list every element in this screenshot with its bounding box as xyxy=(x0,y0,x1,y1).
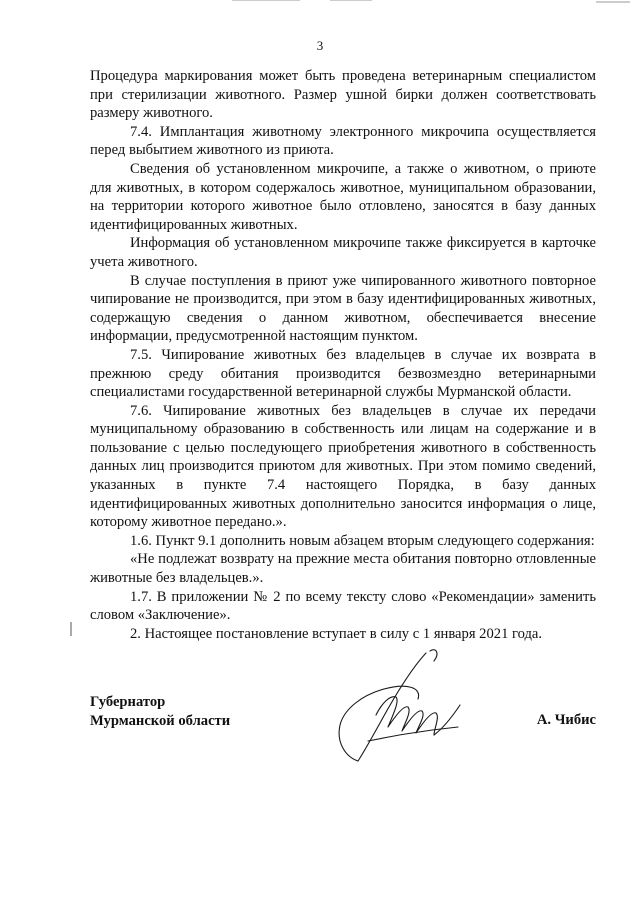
signatory-title-line-2: Мурманской области xyxy=(90,712,231,729)
document-body xyxy=(90,67,596,643)
paragraph-1-6: 1.6. Пункт 9.1 дополнить новым абзацем вторым следующего содержания: xyxy=(130,532,595,549)
scan-edge-marks xyxy=(0,0,640,6)
signatory-title-line-1: Губернатор xyxy=(90,694,166,710)
paragraph-2-effective-date: 2. Настоящее постановление вступает в силу с 1 января 2021 года. xyxy=(130,625,543,642)
paragraph-7-6: 7.6. Чипирование животных без владельцев в случае их передачи муниципальному образованию в собственность или лицам на содержание и в пользование с целью последующего приобретения животного в собственность данных лиц производится приютом для животных. При этом помимо сведений, указанных в пункте 7.4 настоящего Порядка, в базу данных идентифицированных животных дополнительно заносится информация о лице, которому животное передано.». xyxy=(90,402,596,531)
paragraph-microchip-card: Информация об установленном микрочипе также фиксируется в карточке учета животного. xyxy=(90,235,596,270)
page-number: 3 xyxy=(316,38,324,53)
paragraph-7-4: 7.4. Имплантация животному электронного микрочипа осуществляется перед выбытием животного из приюта. xyxy=(90,123,596,159)
signatory-name: А. Чибис xyxy=(536,712,596,728)
paragraph-quoted-addition: «Не подлежат возврату на прежние места обитания повторно отловленные животные без владельцев.». xyxy=(90,551,596,587)
paragraph-1-7: 1.7. В приложении № 2 по всему тексту слово «Рекомендации» заменить словом «Заключение». xyxy=(90,588,596,624)
paragraph-marking-procedure: Процедура маркирования может быть проведена ветеринарным специалистом при стерилизации животного. Размер ушной бирки должен соответствовать размеру животного. xyxy=(90,68,596,122)
paragraph-7-5: 7.5. Чипирование животных без владельцев в случае их возврата в прежнюю среду обитания производится безвозмездно ветеринарными специалистами государственной ветеринарной службы Мурманской области. xyxy=(90,346,596,401)
margin-pen-mark xyxy=(70,622,72,636)
handwritten-signature xyxy=(318,645,478,765)
paragraph-microchip-info: Сведения об установленном микрочипе, а также о животном, о приюте для животных, в котором содержалось животное, муниципальном образовании, на территории которого животное было отловлено, заносятся в базу данных идентифицированных животных. xyxy=(90,160,596,233)
signatory-title xyxy=(90,693,230,730)
paragraph-rechipping: В случае поступления в приют уже чипированного животного повторное чипирование не производится, при этом в базу идентифицированных животных, содержащую сведения о данном животном, обеспечивается внесение информации, предусмотренной настоящим пунктом. xyxy=(90,272,596,345)
